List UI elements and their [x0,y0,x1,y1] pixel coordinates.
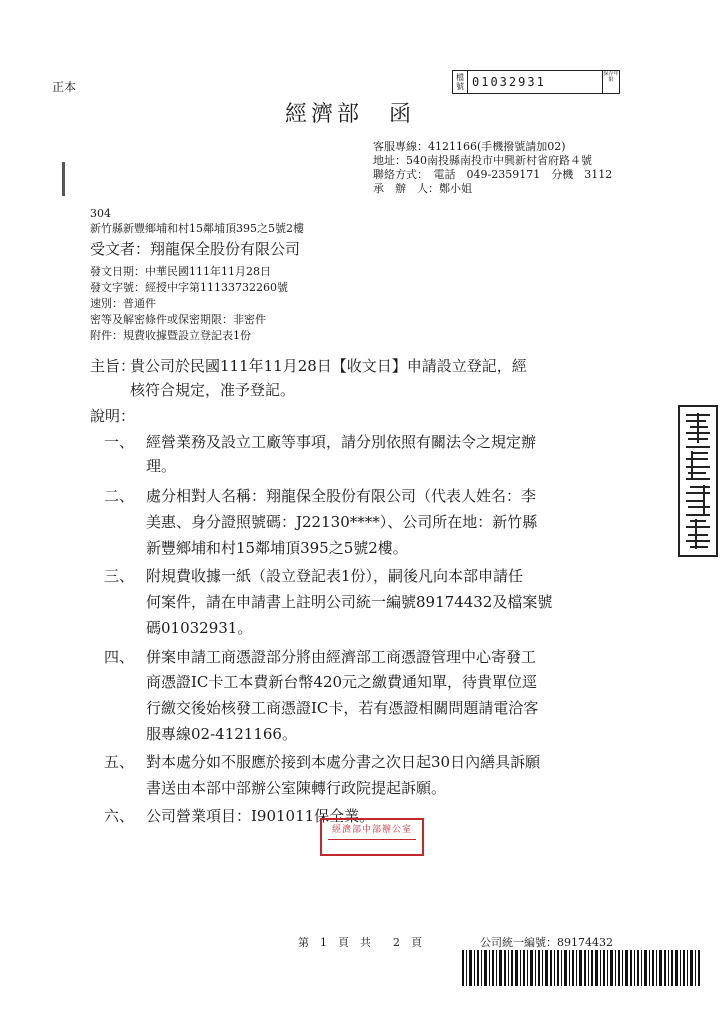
barcode [462,950,702,986]
subject-label: 主旨： [90,357,136,375]
item-number: 二、 [104,487,135,505]
meta-attachment: 附件：規費收據暨設立登記表1份 [90,329,251,342]
explanation-label: 說明： [90,407,136,425]
punch-mark [62,162,65,196]
item-line: 附規費收據一紙（設立登記表1份），嗣後凡向本部申請任 [146,567,524,585]
item-line: 何案件，請在申請書上註明公司統一編號89174432及檔案號 [146,593,553,611]
contact-phone: 聯絡方式： 電話 049-2359171 分機 3112 [373,168,613,181]
meta-date: 發文日期：中華民國111年11月28日 [90,265,271,278]
meta-speed: 速別：普通件 [90,297,156,310]
postal-code: 304 [90,207,111,220]
meta-secrecy: 密等及解密條件或保密期限：非密件 [90,313,266,326]
item-number: 六、 [104,807,135,825]
edge-seal [678,405,718,557]
item-number: 三、 [104,567,135,585]
file-number: 01032931 [472,75,546,89]
item-line: 行繳交後始核發工商憑證IC卡，若有憑證相關問題請電洽客 [146,699,539,717]
page-number: 第 1 頁 共 2 頁 [298,936,422,949]
office-seal [320,818,424,856]
item-number: 一、 [104,433,135,451]
item-line: 併案申請工商憑證部分將由經濟部工商憑證管理中心寄發工 [146,648,537,666]
file-number-box [452,70,620,94]
item-line: 美惠、身分證照號碼：J22130****）、公司所在地：新竹縣 [146,513,538,531]
item-line: 碼01032931。 [146,619,253,637]
item-line: 處分相對人名稱：翔龍保全股份有限公司（代表人姓名：李 [146,487,537,505]
item-line: 商憑證IC卡工本費新台幣420元之繳費通知單，待貴單位逕 [146,673,538,691]
item-number: 四、 [104,648,135,666]
item-line: 對本處分如不服應於接到本處分書之次日起30日內繕具訴願 [146,753,541,771]
contact-hotline: 客服專線：4121166(手機撥號請加02) [373,140,566,153]
copy-label: 正本 [52,80,77,94]
item-line: 經營業務及設立工廠等事項，請分別依照有關法令之規定辦 [146,433,537,451]
item-line: 公司營業項目：I901011保全業。 [146,807,375,825]
item-line: 新豐鄉埔和村15鄰埔頂395之5號2樓。 [146,539,408,557]
document-title: 經濟部 函 [285,102,416,127]
item-number: 五、 [104,753,135,771]
subject-line-2: 核符合規定，准予登記。 [130,381,296,399]
contact-handler: 承 辦 人：鄭小姐 [373,182,472,195]
seal-text: 經濟部中部辦公室 [331,825,412,835]
file-number-side: 保存年限 [602,71,619,93]
file-number-label: 檔號 [453,71,468,93]
item-line: 書送由本部中部辦公室陳轉行政院提起訴願。 [146,779,447,797]
company-id: 公司統一編號：89174432 [480,936,613,949]
subject-line-1: 貴公司於民國111年11月28日【收文日】申請設立登記，經 [130,357,527,375]
contact-address: 地址：540南投縣南投市中興新村省府路４號 [373,154,592,167]
meta-doc-no: 發文字號：經授中字第11133732260號 [90,281,288,294]
recipient-address: 新竹縣新豐鄉埔和村15鄰埔頂395之5號2樓 [90,222,304,235]
item-line: 理。 [146,457,177,475]
item-line: 服專線02-4121166。 [146,725,297,743]
recipient: 受文者：翔龍保全股份有限公司 [90,240,301,258]
